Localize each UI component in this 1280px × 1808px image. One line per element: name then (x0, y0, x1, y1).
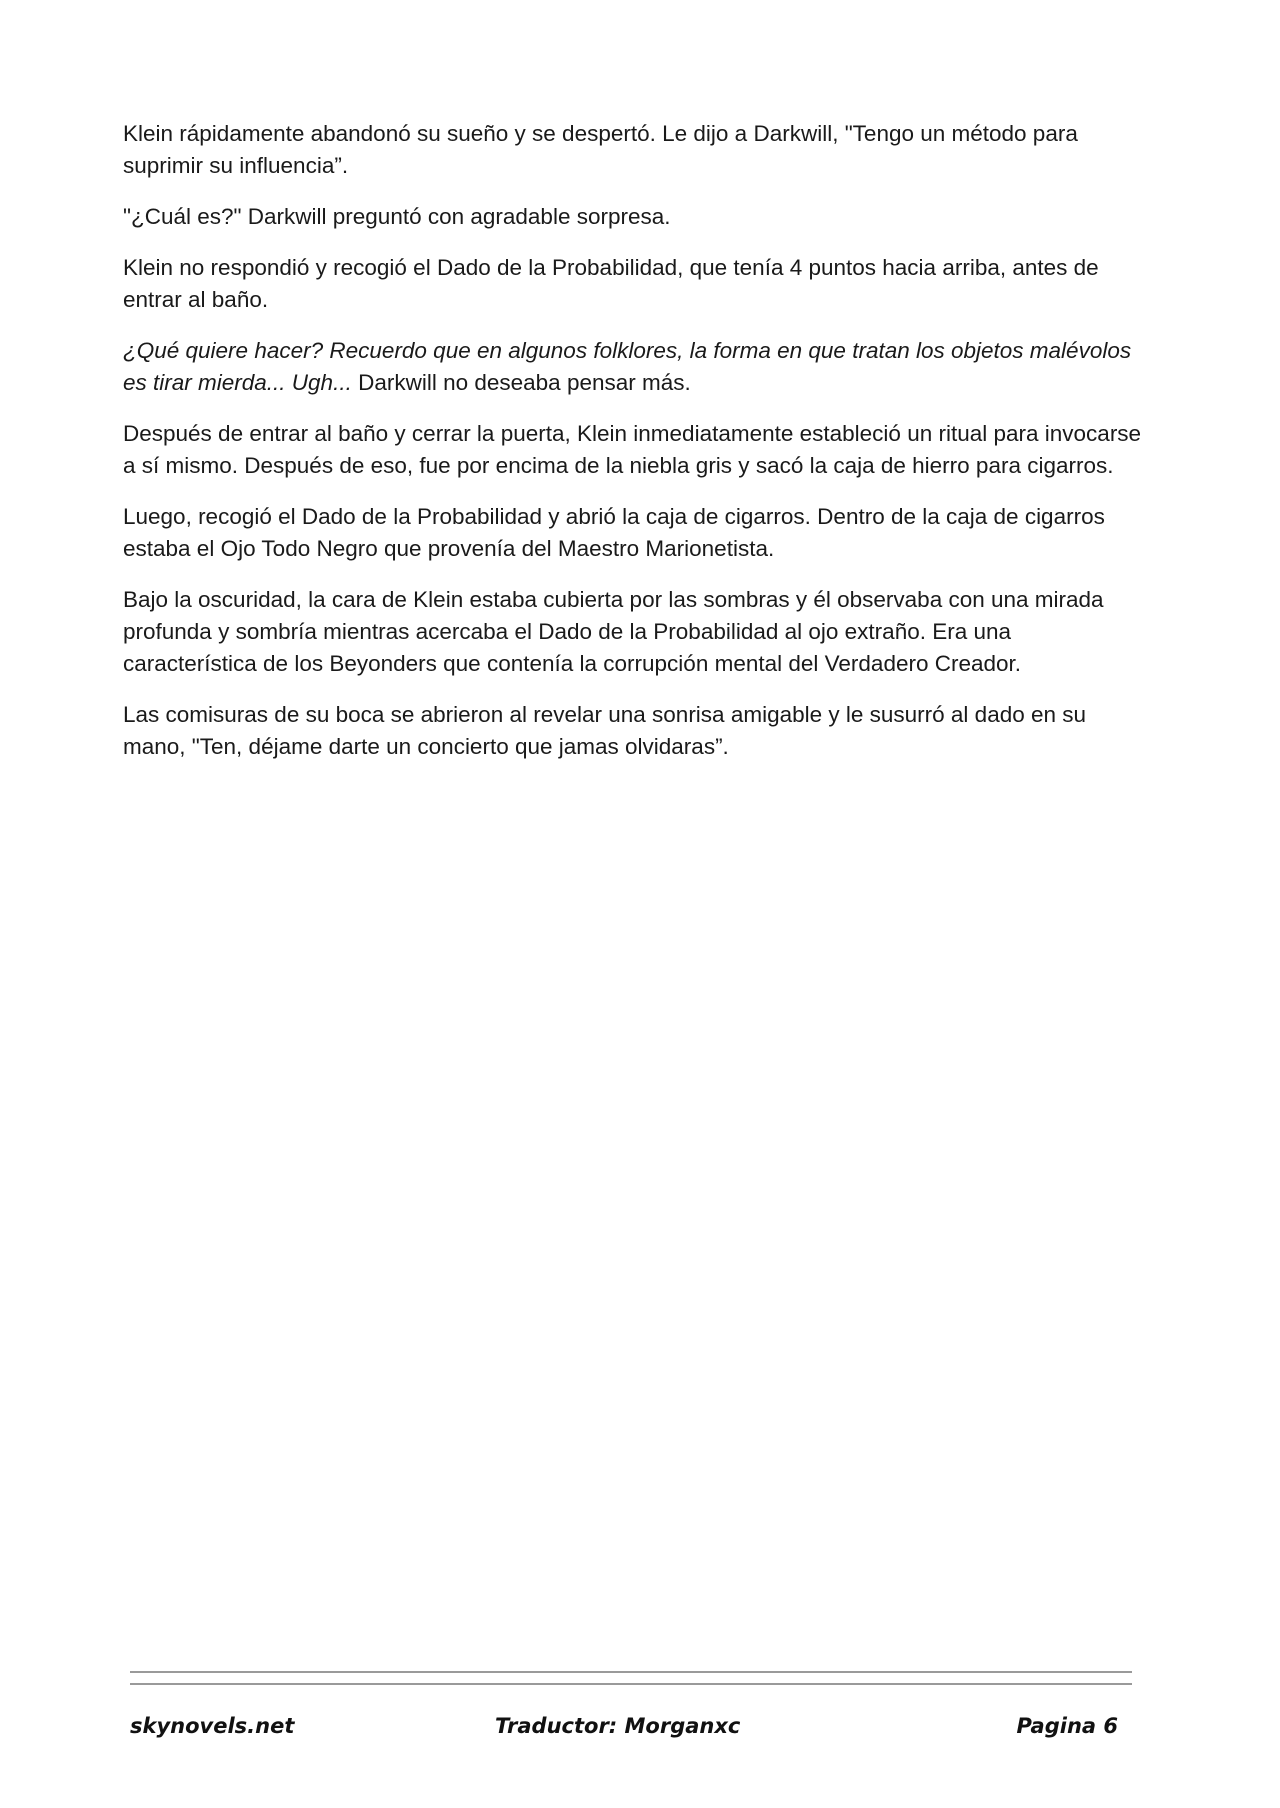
footer-translator: Traductor: Morganxc (495, 1714, 741, 1738)
paragraph-2 (123, 201, 1143, 233)
paragraph-3 (123, 252, 1143, 316)
paragraph-7 (123, 584, 1143, 680)
footer-divider-bottom (130, 1683, 1132, 1685)
paragraph-6-text: Luego, recogió el Dado de la Probabilidad y abrió la caja de cigarros. Dentro de la caja de cigarros estaba el Ojo Todo Negro que provenía del Maestro Marionetista. (123, 504, 1105, 561)
paragraph-2-text: "¿Cuál es?" Darkwill preguntó con agradable sorpresa. (123, 204, 671, 229)
paragraph-4-italic-thought: ¿Qué quiere hacer? Recuerdo que en algunos folklores, la forma en que tratan los objetos malévolos es tirar mierda... Ugh... (123, 338, 1132, 395)
paragraph-1 (123, 118, 1143, 182)
footer-divider-top (130, 1671, 1132, 1673)
paragraph-4-text: Darkwill no deseaba pensar más. (351, 370, 691, 395)
paragraph-7-text: Bajo la oscuridad, la cara de Klein estaba cubierta por las sombras y él observaba con una mirada profunda y sombría mientras acercaba el Dado de la Probabilidad al ojo extraño. Era una característica de los Beyonders que contenía la corrupción mental del Verdadero Creador. (123, 587, 1104, 676)
paragraph-8 (123, 699, 1143, 763)
footer-site-name: skynovels.net (130, 1714, 295, 1738)
paragraph-1-text: Klein rápidamente abandonó su sueño y se despertó. Le dijo a Darkwill, "Tengo un método para suprimir su influencia”. (123, 121, 1078, 178)
paragraph-4 (123, 335, 1143, 399)
paragraph-8-text: Las comisuras de su boca se abrieron al revelar una sonrisa amigable y le susurró al dado en su mano, "Ten, déjame darte un concierto que jamas olvidaras”. (123, 702, 1087, 759)
paragraph-5-text: Después de entrar al baño y cerrar la puerta, Klein inmediatamente estableció un ritual para invocarse a sí mismo. Después de eso, fue por encima de la niebla gris y sacó la caja de hierro para cigarros. (123, 421, 1142, 478)
paragraph-3-text: Klein no respondió y recogió el Dado de la Probabilidad, que tenía 4 puntos hacia arriba, antes de entrar al baño. (123, 255, 1099, 312)
paragraph-5 (123, 418, 1143, 482)
paragraph-6 (123, 501, 1143, 565)
document-body (123, 118, 1143, 782)
footer-page-number: Pagina 6 (1016, 1714, 1118, 1738)
page-footer (130, 1714, 1132, 1748)
